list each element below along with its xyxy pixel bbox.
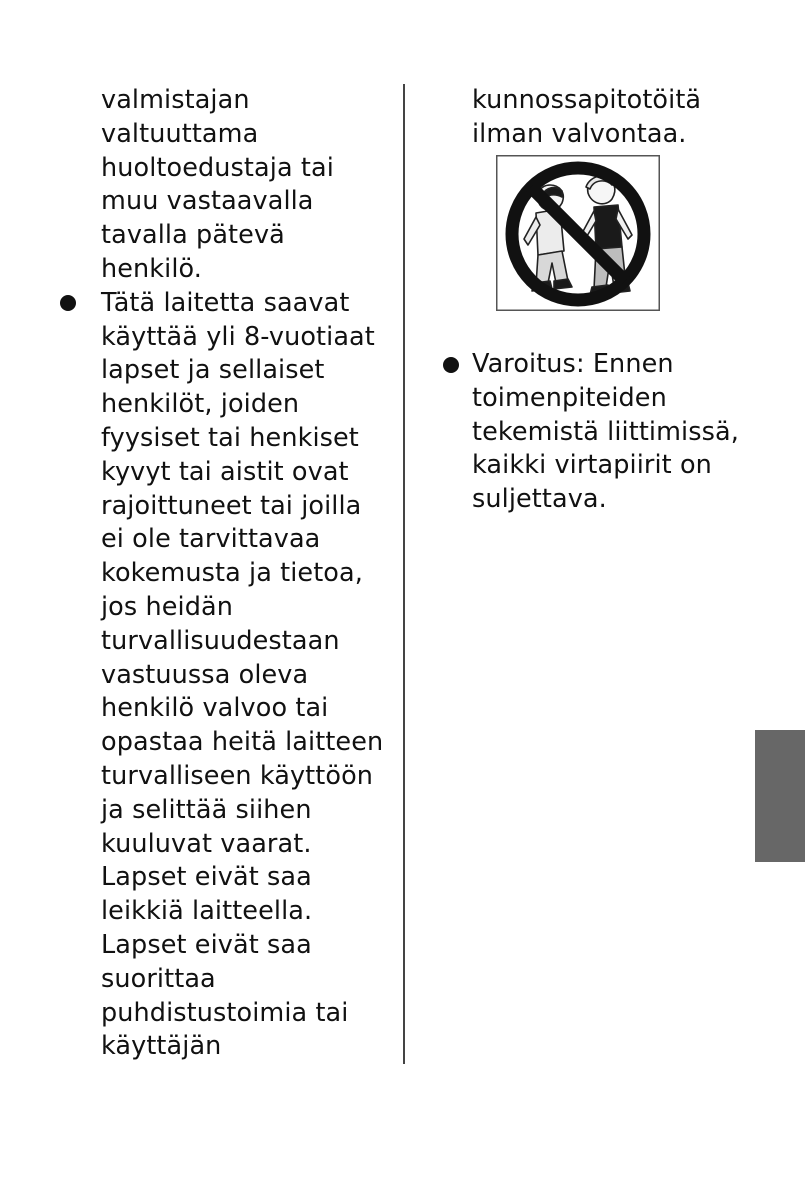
column-divider [403,84,405,1064]
left-bullet-line: rajoittuneet tai joilla [101,490,362,521]
left-bullet-line: Lapset eivät saa [101,930,312,960]
left-bullet-line: suorittaa [101,963,216,994]
right-bullet-line: toimenpiteiden [472,382,667,413]
right-bullet-line: Varoitus: Ennen [472,349,674,379]
left-bullet-line: kuuluvat vaarat. [101,828,312,859]
left-bullet-line: puhdistustoimia tai [101,997,349,1028]
left-bullet-line: kokemusta ja tietoa, [101,558,363,589]
bullet-dot [60,295,76,311]
no-children-prohibition-icon [496,155,660,311]
left-bullet-line: leikkiä laitteella. [101,896,313,927]
right-bullet-line: tekemistä liittimissä, [472,416,739,447]
left-bullet-line: turvallisuudestaan [101,625,340,656]
left-bullet-line: henkilöt, joiden [101,389,300,420]
left-bullet-line: käyttää yli 8-vuotiaat [101,321,375,352]
left-intro-line: henkilö. [101,254,203,284]
left-bullet-line: ja selittää siihen [101,794,312,825]
left-bullet-line: kyvyt tai aistit ovat [101,456,349,487]
left-bullet-line: ei ole tarvittavaa [101,524,321,555]
left-bullet-line: Tätä laitetta saavat [101,287,350,318]
right-intro-line: kunnossapitotöitä [472,85,702,115]
left-intro-line: muu vastaavalla [101,186,314,217]
left-intro-line: huoltoedustaja tai [101,152,334,183]
left-bullet-line: henkilö valvoo tai [101,693,329,724]
left-bullet-line: opastaa heitä laitteen [101,727,384,758]
left-bullet-line: lapset ja sellaiset [101,355,325,386]
left-intro-line: valmistajan [101,85,250,115]
left-intro-line: valtuuttama [101,118,259,149]
left-bullet-line: jos heidän [101,592,233,622]
right-bullet-line: suljettava. [472,484,607,515]
left-bullet-line: Lapset eivät saa [101,862,312,893]
section-tab-marker [755,730,805,862]
left-bullet-line: käyttäjän [101,1031,222,1062]
left-bullet-line: fyysiset tai henkiset [101,423,359,453]
right-intro-line: ilman valvontaa. [472,118,687,149]
left-intro-line: tavalla pätevä [101,220,285,251]
bullet-dot [443,357,459,373]
right-bullet-line: kaikki virtapiirit on [472,450,712,481]
left-bullet-line: vastuussa oleva [101,659,309,690]
left-bullet-line: turvalliseen käyttöön [101,761,374,791]
